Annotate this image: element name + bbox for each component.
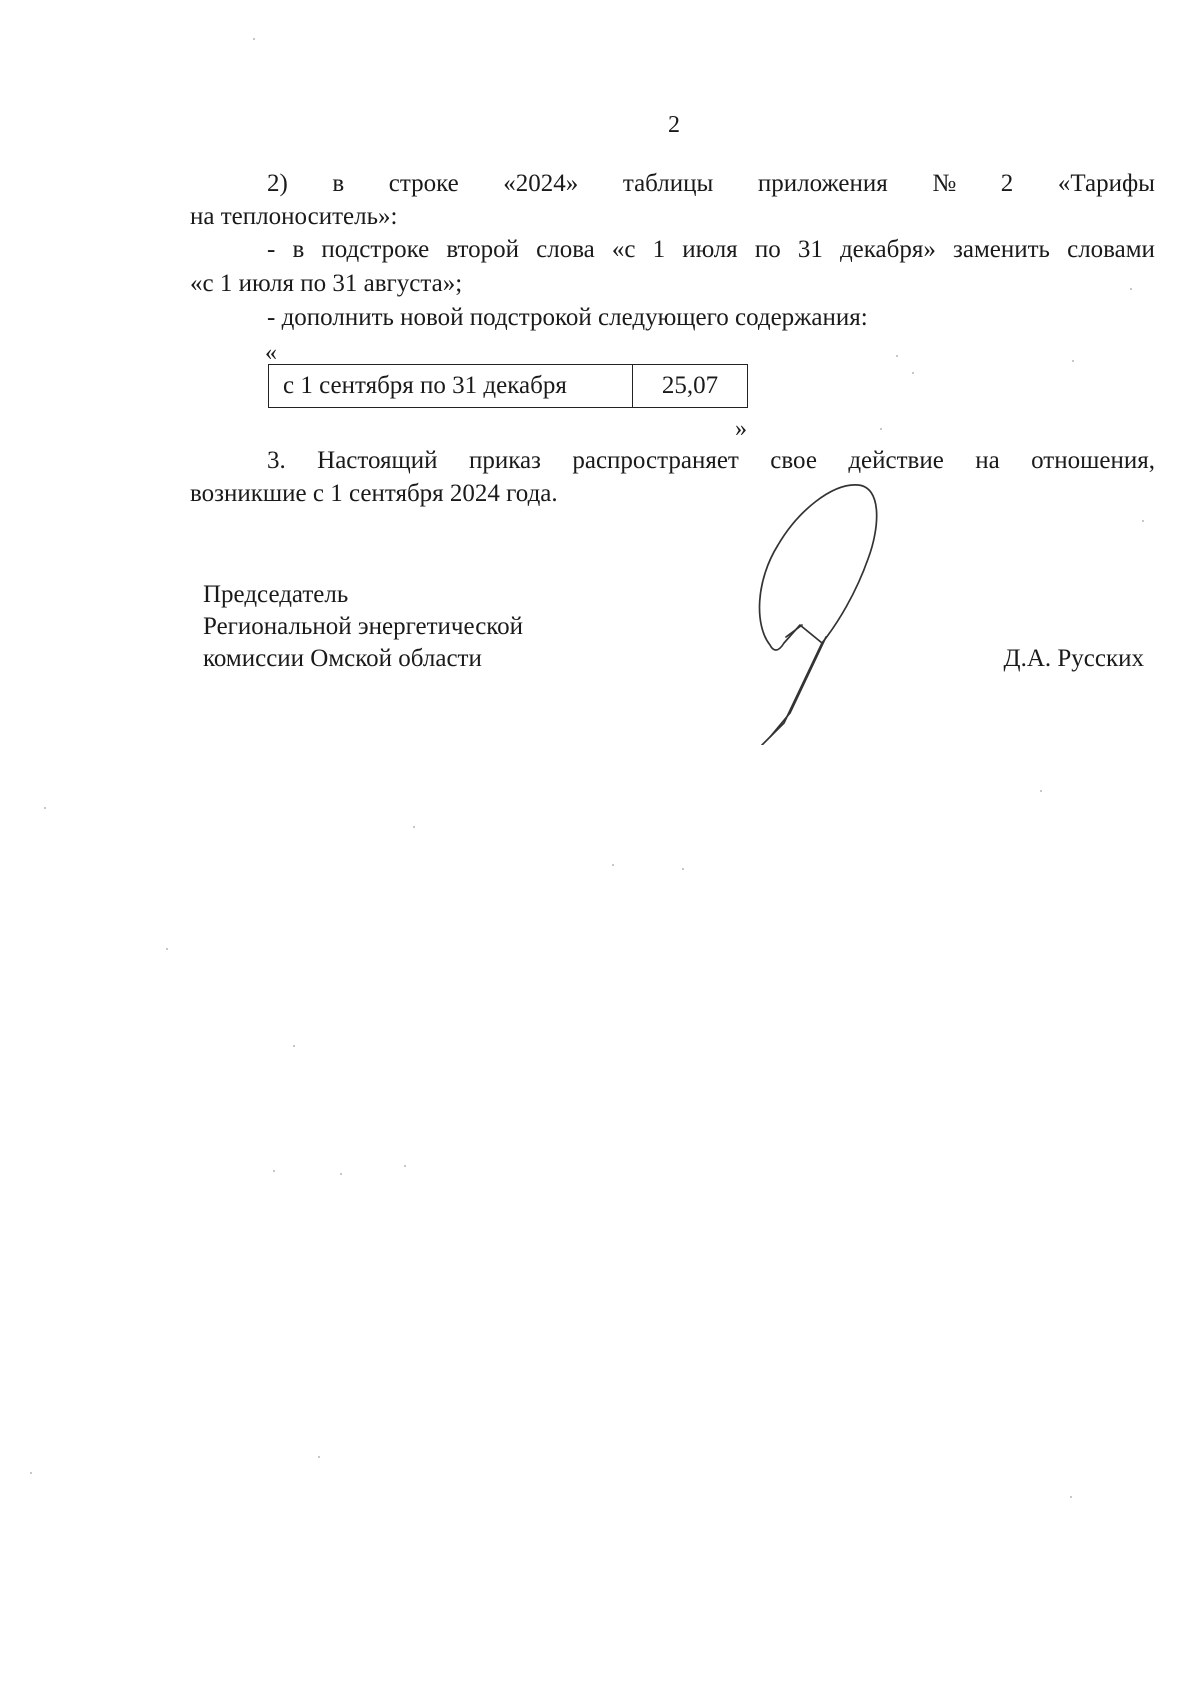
word: - [267,236,276,263]
word: приложения [757,170,888,197]
word: приказ [468,447,541,474]
word: 2) [267,170,288,197]
item2-line1 [267,170,1155,198]
opening-quote: « [265,340,277,366]
inserted-table-row [268,364,748,408]
item2-bullet2: - дополнить новой подстрокой следующего содержания: [267,304,868,331]
word: декабря» [839,236,936,263]
word: таблицы [622,170,714,197]
handwritten-signature [740,475,910,745]
word: «с [611,236,636,263]
word: июля [682,236,738,263]
table-cell-period: с 1 сентября по 31 декабря [269,365,633,407]
word: 2 [1000,170,1014,197]
word: Настоящий [317,447,438,474]
signatory-title-line2: Региональной энергетической [203,613,524,640]
item2-bullet1-continuation: «с 1 июля по 31 августа»; [190,270,463,297]
closing-quote: » [735,416,747,442]
word: действие [848,447,944,474]
word: «2024» [503,170,579,197]
word: второй [446,236,519,263]
word: строке [388,170,459,197]
word: «Тарифы [1057,170,1155,197]
signatory-title-line3: комиссии Омской области [203,645,482,672]
word: в [292,236,305,263]
word: на [975,447,1000,474]
signatory-title-line1: Председатель [203,581,349,608]
word: слова [536,236,595,263]
word: заменить [952,236,1050,263]
table-cell-value: 25,07 [661,372,719,399]
word: свое [770,447,817,474]
word: 3. [267,447,286,474]
item2-bullet1 [267,236,1155,264]
word: № [932,170,957,197]
item2-line2: на теплоноситель»: [190,203,398,230]
item3-line2: возникшие с 1 сентября 2024 года. [190,480,558,507]
word: подстроке [321,236,430,263]
item3-line1 [267,447,1155,475]
signatory-name: Д.А. Русских [1003,645,1144,672]
page-number: 2 [668,112,680,138]
word: в [332,170,345,197]
word: по [754,236,781,263]
word: 31 [797,236,823,263]
word: 1 [652,236,666,263]
word: распространяет [572,447,739,474]
word: отношения, [1031,447,1155,474]
word: словами [1067,236,1155,263]
